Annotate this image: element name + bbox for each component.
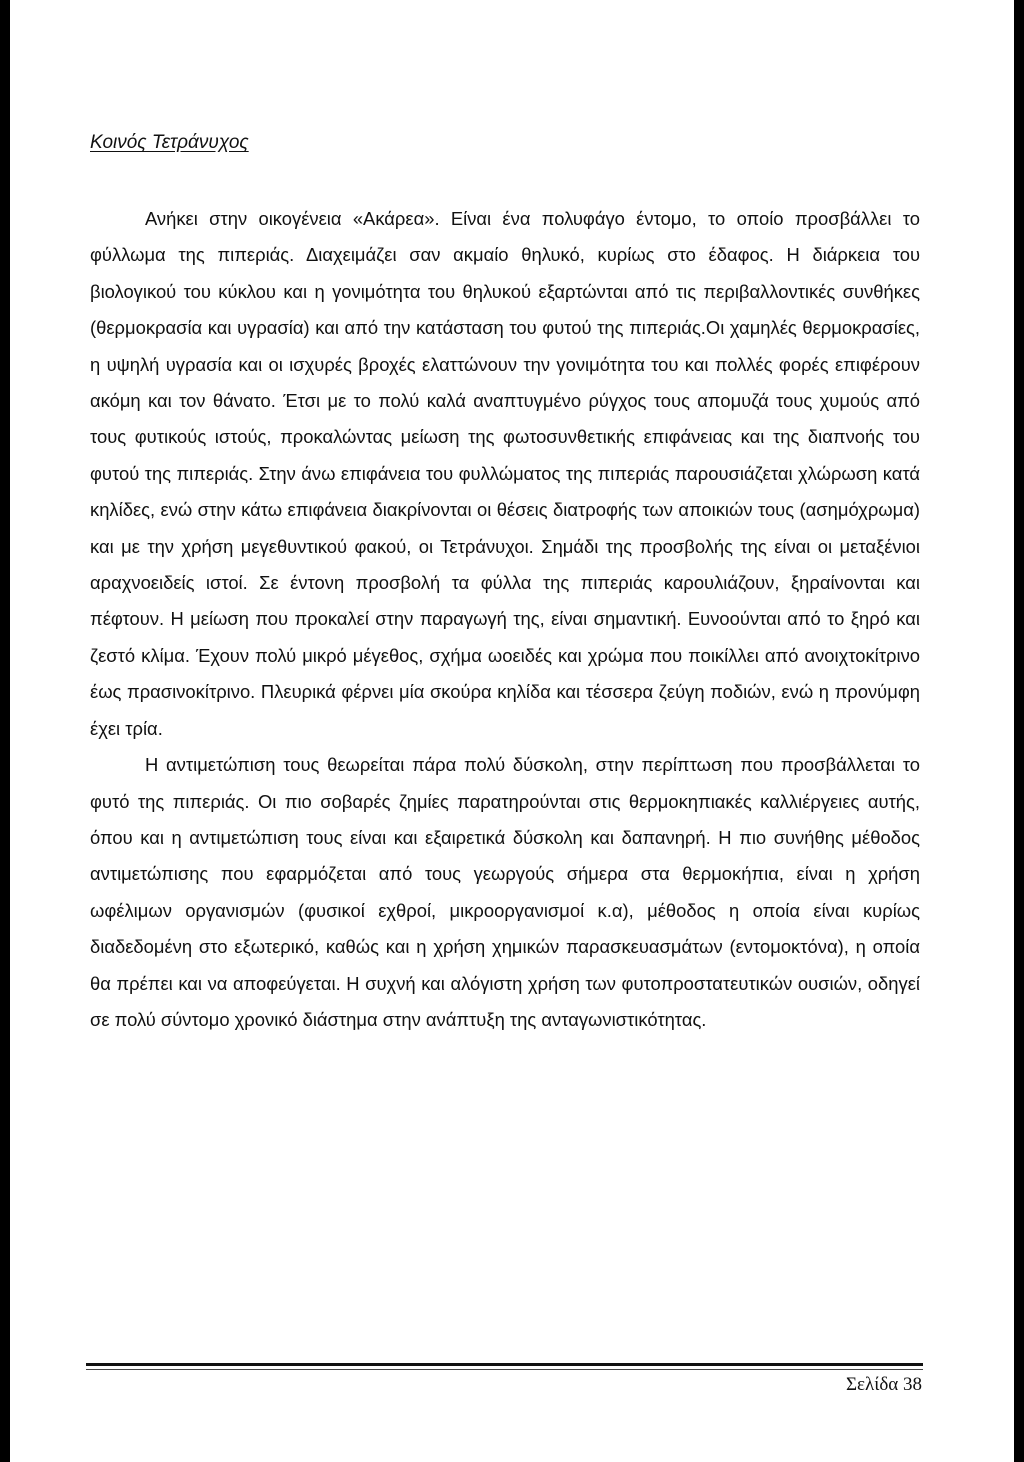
paragraph-treatment: Η αντιμετώπιση τους θεωρείται πάρα πολύ δύσκολη, στην περίπτωση που προσβάλλεται το φυτό της πιπεριάς. Οι πιο σοβαρές ζημίες παρατηρούνται στις θερμοκηπιακές καλλιέργειες αυτής, όπου και η αντιμετώπιση τους είναι και εξαιρετικά δύσκολη και δαπανηρή. Η πιο συνήθης μέθοδος αντιμετώπισης που εφαρμόζεται από τους γεωργούς σήμερα στα θερμοκήπια, είναι η χρήση ωφέλιμων οργανισμών (φυσικοί εχθροί, μικροοργανισμοί κ.α), μέθοδος η οποία είναι κυρίως διαδεδομένη στο εξωτερικό, καθώς και η χρήση χημικών παρασκευασμάτων (εντομοκτόνα), η οποία θα πρέπει και να αποφεύγεται. Η συχνή και αλόγιστη χρήση των φυτοπροστατευτικών ουσιών, οδηγεί σε πολύ σύντομο χρονικό διάστημα στην ανάπτυξη της ανταγωνιστικότητας.: [90, 754, 920, 1030]
paragraph-description: Ανήκει στην οικογένεια «Ακάρεα». Είναι ένα πολυφάγο έντομο, το οποίο προσβάλλει το φύλλωμα της πιπεριάς. Διαχειμάζει σαν ακμαίο θηλυκό, κυρίως στο έδαφος. Η διάρκεια του βιολογικού του κύκλου και η γονιμότητα του θηλυκού εξαρτώνται από τις περιβαλλοντικές συνθήκες (θερμοκρασία και υγρασία) και από την κατάσταση του φυτού της πιπεριάς.Οι χαμηλές θερμοκρασίες, η υψηλή υγρασία και οι ισχυρές βροχές ελαττώνουν την γονιμότητα του και πολλές φορές επιφέρουν ακόμη και τον θάνατο. Έτσι με το πολύ καλά αναπτυγμένο ρύγχος τους απομυζά τους χυμούς από τους φυτικούς ιστούς, προκαλώντας μείωση της φωτοσυνθετικής επιφάνειας και της διαπνοής του φυτού της πιπεριάς. Στην άνω επιφάνεια του φυλλώματος της πιπεριάς παρουσιάζεται χλώρωση κατά κηλίδες, ενώ στην κάτω επιφάνεια διακρίνονται οι θέσεις διατροφής των αποικιών τους (ασημόχρωμα) και με την χρήση μεγεθυντικού φακού, οι Τετράνυχοι. Σημάδι της προσβολής της είναι οι μεταξένιοι αραχνοειδείς ιστοί. Σε έντονη προσβολή τα φύλλα της πιπεριάς καρουλιάζουν, ξηραίνονται και πέφτουν. Η μείωση που προκαλεί στην παραγωγή της, είναι σημαντική. Ευνοούνται από το ξηρό και ζεστό κλίμα. Έχουν πολύ μικρό μέγεθος, σχήμα ωοειδές και χρώμα που ποικίλλει από ανοιχτοκίτρινο έως πρασινοκίτρινο. Πλευρικά φέρνει μία σκούρα κηλίδα και τέσσερα ζεύγη ποδιών, ενώ η προνύμφη έχει τρία.: [90, 208, 920, 739]
document-page: [10, 0, 1014, 1462]
footer-rule: [86, 1363, 923, 1366]
body-text: [90, 201, 920, 1038]
footer-rule-thin: [86, 1369, 923, 1370]
page-number: Σελίδα 38: [845, 1374, 922, 1395]
section-heading: Κοινός Τετράνυχος: [90, 132, 249, 153]
